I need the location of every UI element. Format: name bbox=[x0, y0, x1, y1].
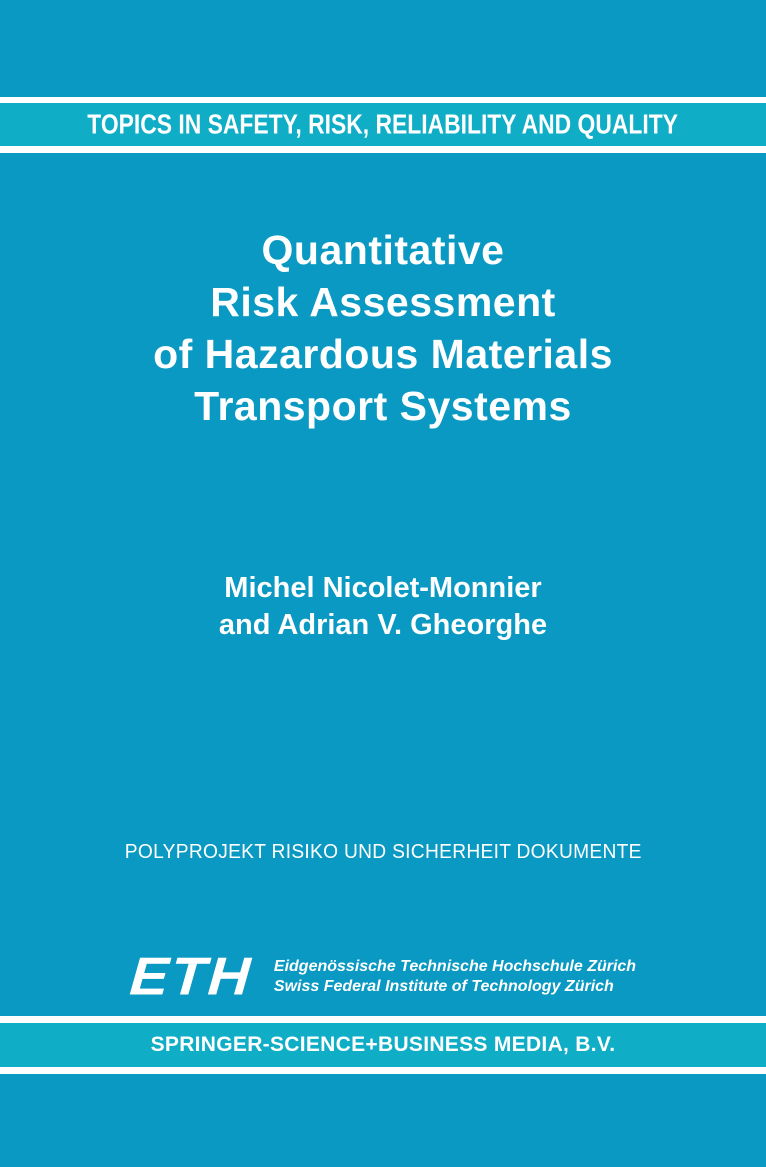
subseries-title bbox=[0, 841, 766, 864]
author-line: Michel Nicolet-Monnier bbox=[224, 572, 542, 604]
author-line: and Adrian V. Gheorghe bbox=[218, 609, 548, 641]
eth-name-german: Eidgenössische Technische Hochschule Zürich bbox=[273, 958, 637, 975]
publisher-band bbox=[0, 1023, 766, 1067]
series-band-bottom-rule bbox=[0, 146, 766, 153]
authors bbox=[0, 570, 766, 644]
eth-block bbox=[0, 948, 766, 1006]
publisher-band-top-rule bbox=[0, 1016, 766, 1023]
publisher-band-bottom-rule bbox=[0, 1067, 766, 1074]
book-title-line: Transport Systems bbox=[194, 383, 572, 429]
eth-names bbox=[274, 957, 636, 997]
eth-name-english: Swiss Federal Institute of Technology Zürich bbox=[273, 978, 614, 995]
book-title bbox=[0, 224, 766, 432]
series-title: TOPICS IN SAFETY, RISK, RELIABILITY AND QUALITY bbox=[87, 107, 679, 141]
subseries-title-text: POLYPROJEKT RISIKO UND SICHERHEIT DOKUMENTE bbox=[124, 841, 642, 863]
book-title-line: of Hazardous Materials bbox=[153, 331, 613, 377]
book-title-line: Quantitative bbox=[261, 227, 505, 273]
eth-logo: ETH bbox=[127, 946, 255, 1007]
book-title-line: Risk Assessment bbox=[210, 279, 556, 325]
series-band bbox=[0, 103, 766, 146]
publisher-name: SPRINGER-SCIENCE+BUSINESS MEDIA, B.V. bbox=[150, 1033, 616, 1056]
